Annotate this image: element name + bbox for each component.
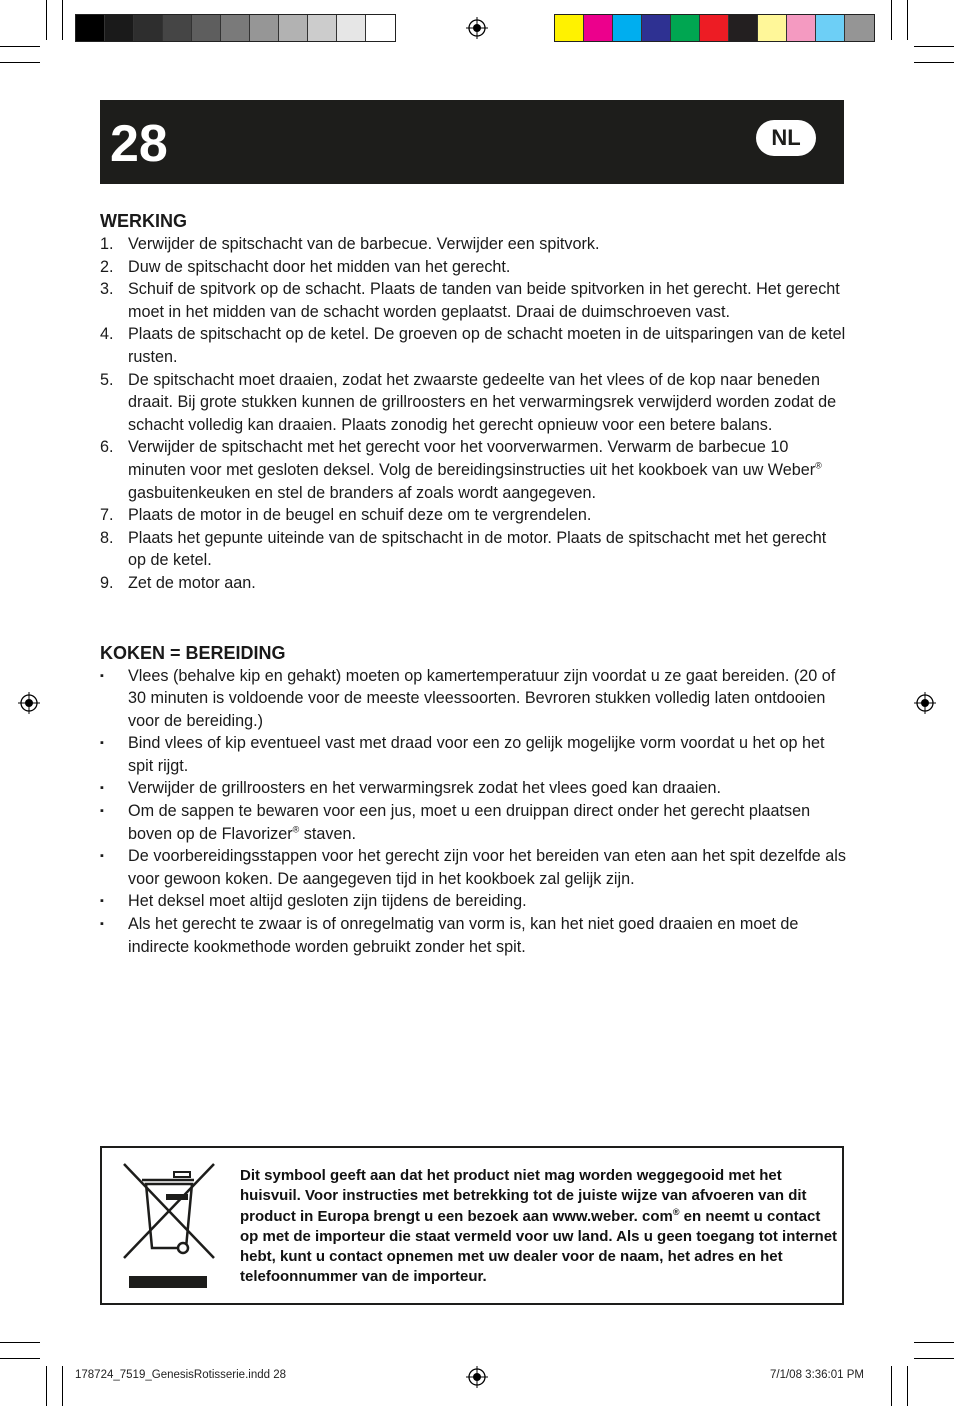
- step-text: Plaats het gepunte uiteinde van de spitschacht in de motor. Plaats de spitschacht met het gerecht op de ketel.: [128, 528, 827, 570]
- werking-step: [100, 278, 846, 323]
- bullet-text: Het deksel moet altijd gesloten zijn tijdens de bereiding.: [128, 892, 527, 911]
- process-color-swatch: [758, 15, 787, 41]
- bullet-text: De voorbereidingsstappen voor het gerecht zijn voor het bereiden van eten aan het spit dezelfde als voor gewoon koken. De aangegeven tijd in het kookboek zal gelijk zijn.: [128, 847, 846, 888]
- step-text: gasbuitenkeuken en stel de branders af zoals wordt aangegeven.: [128, 483, 596, 502]
- grayscale-swatch: [221, 15, 250, 41]
- step-number: 8.: [100, 528, 114, 547]
- grayscale-swatch: [250, 15, 279, 41]
- process-color-swatch: [787, 15, 816, 41]
- crossed-out-bin-icon: [122, 1162, 216, 1288]
- page-header: [100, 100, 844, 184]
- step-text: De spitschacht moet draaien, zodat het zwaarste gedeelte van het vlees of de kop naar beneden draait. Bij grote stukken kunnen de grillroosters en het verwarmingsrek verwijderd worden zodat de schacht volledig kan draaien. Plaats zonodig het gerecht opnieuw voor een betere balans.: [128, 370, 837, 434]
- process-color-swatch: [700, 15, 729, 41]
- step-number: 7.: [100, 506, 114, 525]
- step-number: 9.: [100, 573, 114, 592]
- process-color-swatch: [642, 15, 671, 41]
- werking-step: [100, 436, 846, 504]
- step-number: 2.: [100, 257, 114, 276]
- werking-step: [100, 369, 846, 437]
- step-text: Verwijder de spitschacht met het gerecht voor het voorverwarmen. Verwarm de barbecue 10 minuten voor met gesloten deksel. Volg de bereidingsinstructies uit het kookboek van uw Weber: [128, 438, 816, 479]
- step-number: 3.: [100, 280, 114, 299]
- koken-bullet-item: [100, 913, 846, 958]
- registration-mark-icon: [466, 1366, 488, 1388]
- grayscale-swatch: [163, 15, 192, 41]
- grayscale-swatch: [105, 15, 134, 41]
- werking-step: [100, 572, 846, 595]
- process-color-swatch: [816, 15, 845, 41]
- bullet-icon: ▪: [100, 918, 104, 931]
- step-text: Zet de motor aan.: [128, 573, 256, 592]
- bullet-text: Om de sappen te bewaren voor een jus, moet u een druippan direct onder het gerecht plaatsen boven op de Flavorizer: [128, 802, 811, 843]
- process-color-swatch: [671, 15, 700, 41]
- step-number: 4.: [100, 325, 114, 344]
- bullet-icon: ▪: [100, 782, 104, 795]
- disposal-text: Dit symbool geeft aan dat het product niet mag worden weggegooid met het huisvuil. Voor instructies met betrekking tot de juiste wijze van afvoeren van dit product in Europa brengt u een bezoek aan www.weber. com® en neemt u contact op met de importeur die staat vermeld voor uw land. Als u geen toegang tot internet hebt, kunt u contact opnemen met uw dealer voor de naam, het adres en het telefoonnummer van de importeur.: [240, 1167, 838, 1286]
- bullet-text: Vlees (behalve kip en gehakt) moeten op kamertemperatuur zijn voordat u ze gaat bereiden. (20 of 30 minuten is voldoende voor de meeste vleessoorten. Bevroren stukken volledig laten ontdooien voor de bereiding.): [128, 666, 836, 730]
- bullet-text: Bind vlees of kip eventueel vast met draad voor een zo gelijk mogelijke vorm voordat u het op het spit rijgt.: [128, 734, 825, 775]
- grayscale-swatch: [366, 15, 395, 41]
- koken-list: [100, 665, 846, 959]
- process-color-swatch: [613, 15, 642, 41]
- bullet-text: Als het gerecht te zwaar is of onregelmatig van vorm is, kan het niet goed draaien en moet de indirecte kookmethode worden gebruikt zonder het spit.: [128, 915, 799, 956]
- werking-step: [100, 233, 846, 256]
- registered-mark: ®: [815, 460, 822, 471]
- werking-step: [100, 323, 846, 368]
- koken-bullet-item: [100, 665, 846, 733]
- bullet-text: staven.: [299, 824, 357, 843]
- koken-bullet-item: [100, 777, 846, 800]
- step-text: Verwijder de spitschacht van de barbecue. Verwijder een spitvork.: [128, 235, 600, 253]
- registration-mark-icon: [18, 692, 40, 714]
- step-text: Plaats de spitschacht op de ketel. De groeven op de schacht moeten in de uitsparingen van de ketel rusten.: [128, 325, 846, 366]
- bullet-icon: ▪: [100, 850, 104, 863]
- step-text: Duw de spitschacht door het midden van het gerecht.: [128, 257, 511, 276]
- process-color-bar: [554, 14, 875, 42]
- grayscale-swatch: [76, 15, 105, 41]
- page-number: 28: [110, 115, 168, 173]
- registered-mark: ®: [292, 824, 300, 835]
- werking-step: [100, 504, 846, 527]
- footer-file-info: 178724_7519_GenesisRotisserie.indd 28: [75, 1369, 286, 1381]
- step-number: 1.: [100, 235, 114, 253]
- grayscale-color-bar: [75, 14, 396, 42]
- koken-bullet-item: [100, 890, 846, 913]
- koken-bullet-item: [100, 732, 846, 777]
- werking-list: [100, 233, 846, 595]
- koken-bullet-item: [100, 845, 846, 890]
- grayscale-swatch: [192, 15, 221, 41]
- step-text: Schuif de spitvork op de schacht. Plaats de tanden van beide spitvorken in het gerecht. Het gerecht moet in het midden van de schacht worden geplaatst. Draai de duimschroeven vast.: [128, 280, 840, 321]
- grayscale-swatch: [308, 15, 337, 41]
- process-color-swatch: [845, 15, 874, 41]
- footer-timestamp: 7/1/08 3:36:01 PM: [770, 1369, 864, 1381]
- language-badge: NL: [756, 120, 816, 156]
- disposal-notice-box: [100, 1146, 844, 1305]
- process-color-swatch: [584, 15, 613, 41]
- step-text: Plaats de motor in de beugel en schuif deze om te vergrendelen.: [128, 506, 592, 525]
- grayscale-swatch: [279, 15, 308, 41]
- main-content: [100, 209, 846, 958]
- step-number: 5.: [100, 370, 114, 389]
- werking-step: [100, 527, 846, 572]
- bullet-text: Verwijder de grillroosters en het verwarmingsrek zodat het vlees goed kan draaien.: [128, 779, 721, 798]
- registration-mark-icon: [466, 17, 488, 39]
- bullet-icon: ▪: [100, 805, 104, 818]
- werking-step: [100, 256, 846, 279]
- koken-bullet-item: [100, 800, 846, 845]
- registration-mark-icon: [914, 692, 936, 714]
- process-color-swatch: [555, 15, 584, 41]
- section-title-koken: KOKEN = BEREIDING: [100, 642, 286, 663]
- section-title-werking: WERKING: [100, 211, 187, 231]
- bullet-icon: ▪: [100, 669, 104, 682]
- grayscale-swatch: [134, 15, 163, 41]
- process-color-swatch: [729, 15, 758, 41]
- grayscale-swatch: [337, 15, 366, 41]
- bullet-icon: ▪: [100, 895, 104, 908]
- bullet-icon: ▪: [100, 737, 104, 750]
- step-number: 6.: [100, 438, 114, 457]
